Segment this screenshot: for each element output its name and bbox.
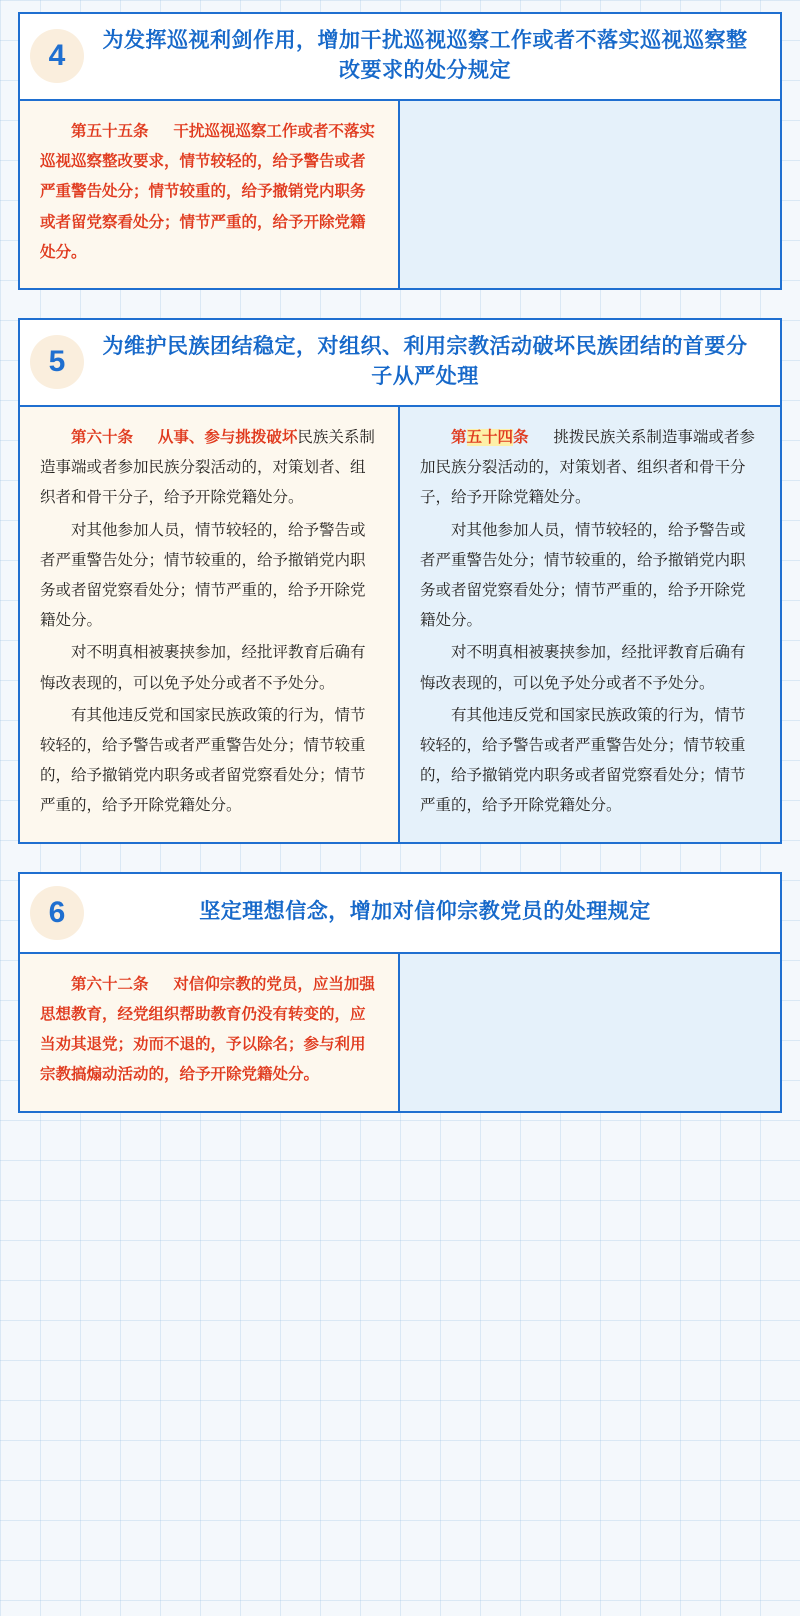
section-body-5 <box>20 407 780 842</box>
article-number-prefix: 第 <box>451 428 467 446</box>
article-paragraph: 有其他违反党和国家民族政策的行为，情节较轻的，给予警告或者严重警告处分；情节较重的，给予撤销党内职务或者留党察看处分；情节严重的，给予开除党籍处分。 <box>420 706 746 815</box>
article-paragraph: 对其他参加人员，情节较轻的，给予警告或者严重警告处分；情节较重的，给予撤销党内职务或者留党察看处分；情节严重的，给予开除党籍处分。 <box>420 521 746 630</box>
section-body-6 <box>20 954 780 1111</box>
article-paragraph <box>420 423 760 514</box>
section-title: 为维护民族团结稳定，对组织、利用宗教活动破坏民族团结的首要分子从严处理 <box>102 334 748 389</box>
section-4-left-column <box>20 101 400 288</box>
section-4-right-column <box>400 101 780 288</box>
article-paragraph: 有其他违反党和国家民族政策的行为，情节较轻的，给予警告或者严重警告处分；情节较重的，给予撤销党内职务或者留党察看处分；情节严重的，给予开除党籍处分。 <box>40 706 366 815</box>
section-6-left-column <box>20 954 400 1111</box>
article-paragraph: 对其他参加人员，情节较轻的，给予警告或者严重警告处分；情节较重的，给予撤销党内职务或者留党察看处分；情节严重的，给予开除党籍处分。 <box>40 521 366 630</box>
section-5-right-column <box>400 407 780 842</box>
article-paragraph <box>40 970 378 1091</box>
section-5-left-column <box>20 407 400 842</box>
article-number: 第六十条 <box>71 428 134 446</box>
article-paragraph <box>40 117 378 268</box>
article-number-highlight: 五十四 <box>466 428 514 446</box>
article-text: 干扰巡视巡察工作或者不落实巡视巡察整改要求，情节较轻的，给予警告或者严重警告处分；情节较重的，给予撤销党内职务或者留党察看处分；情节严重的，给予开除党籍处分。 <box>40 122 375 261</box>
section-title: 坚定理想信念，增加对信仰宗教党员的处理规定 <box>199 900 651 924</box>
section-card-5 <box>18 318 782 844</box>
section-header-4 <box>20 14 780 101</box>
article-paragraph <box>40 423 378 514</box>
article-text: 民族关系制造事端或者参加民族分裂活动的，对策划者、组织者和骨干分子，给予开除党籍处分。 <box>40 428 375 507</box>
article-text: 对信仰宗教的党员，应当加强思想教育，经党组织帮助教育仍没有转变的，应当劝其退党；劝而不退的，予以除名；参与利用宗教搞煽动活动的，给予开除党籍处分。 <box>40 975 375 1084</box>
article-paragraph: 对不明真相被裹挟参加，经批评教育后确有悔改表现的，可以免予处分或者不予处分。 <box>40 644 366 692</box>
article-number: 第五十五条 <box>71 122 149 140</box>
section-card-4 <box>18 12 782 290</box>
section-title: 为发挥巡视利剑作用，增加干扰巡视巡察工作或者不落实巡视巡察整改要求的处分规定 <box>102 29 748 83</box>
section-6-right-column <box>400 954 780 1111</box>
section-number-badge: 6 <box>30 886 84 940</box>
article-text: 挑拨民族关系制造事端或者参加民族分裂活动的，对策划者、组织者和骨干分子，给予开除党籍处分。 <box>420 428 755 507</box>
article-lead: 从事、参与挑拨破坏 <box>157 428 298 446</box>
article-number: 第六十二条 <box>71 975 149 993</box>
article-paragraph: 对不明真相被裹挟参加，经批评教育后确有悔改表现的，可以免予处分或者不予处分。 <box>420 644 746 692</box>
article-number-suffix: 条 <box>513 428 529 446</box>
bottom-spacer <box>0 1141 800 1149</box>
section-body-4 <box>20 101 780 288</box>
section-header-5 <box>20 320 780 407</box>
section-card-6 <box>18 872 782 1113</box>
section-header-6 <box>20 874 780 954</box>
section-number-badge: 4 <box>30 29 84 83</box>
section-number-badge: 5 <box>30 335 84 389</box>
